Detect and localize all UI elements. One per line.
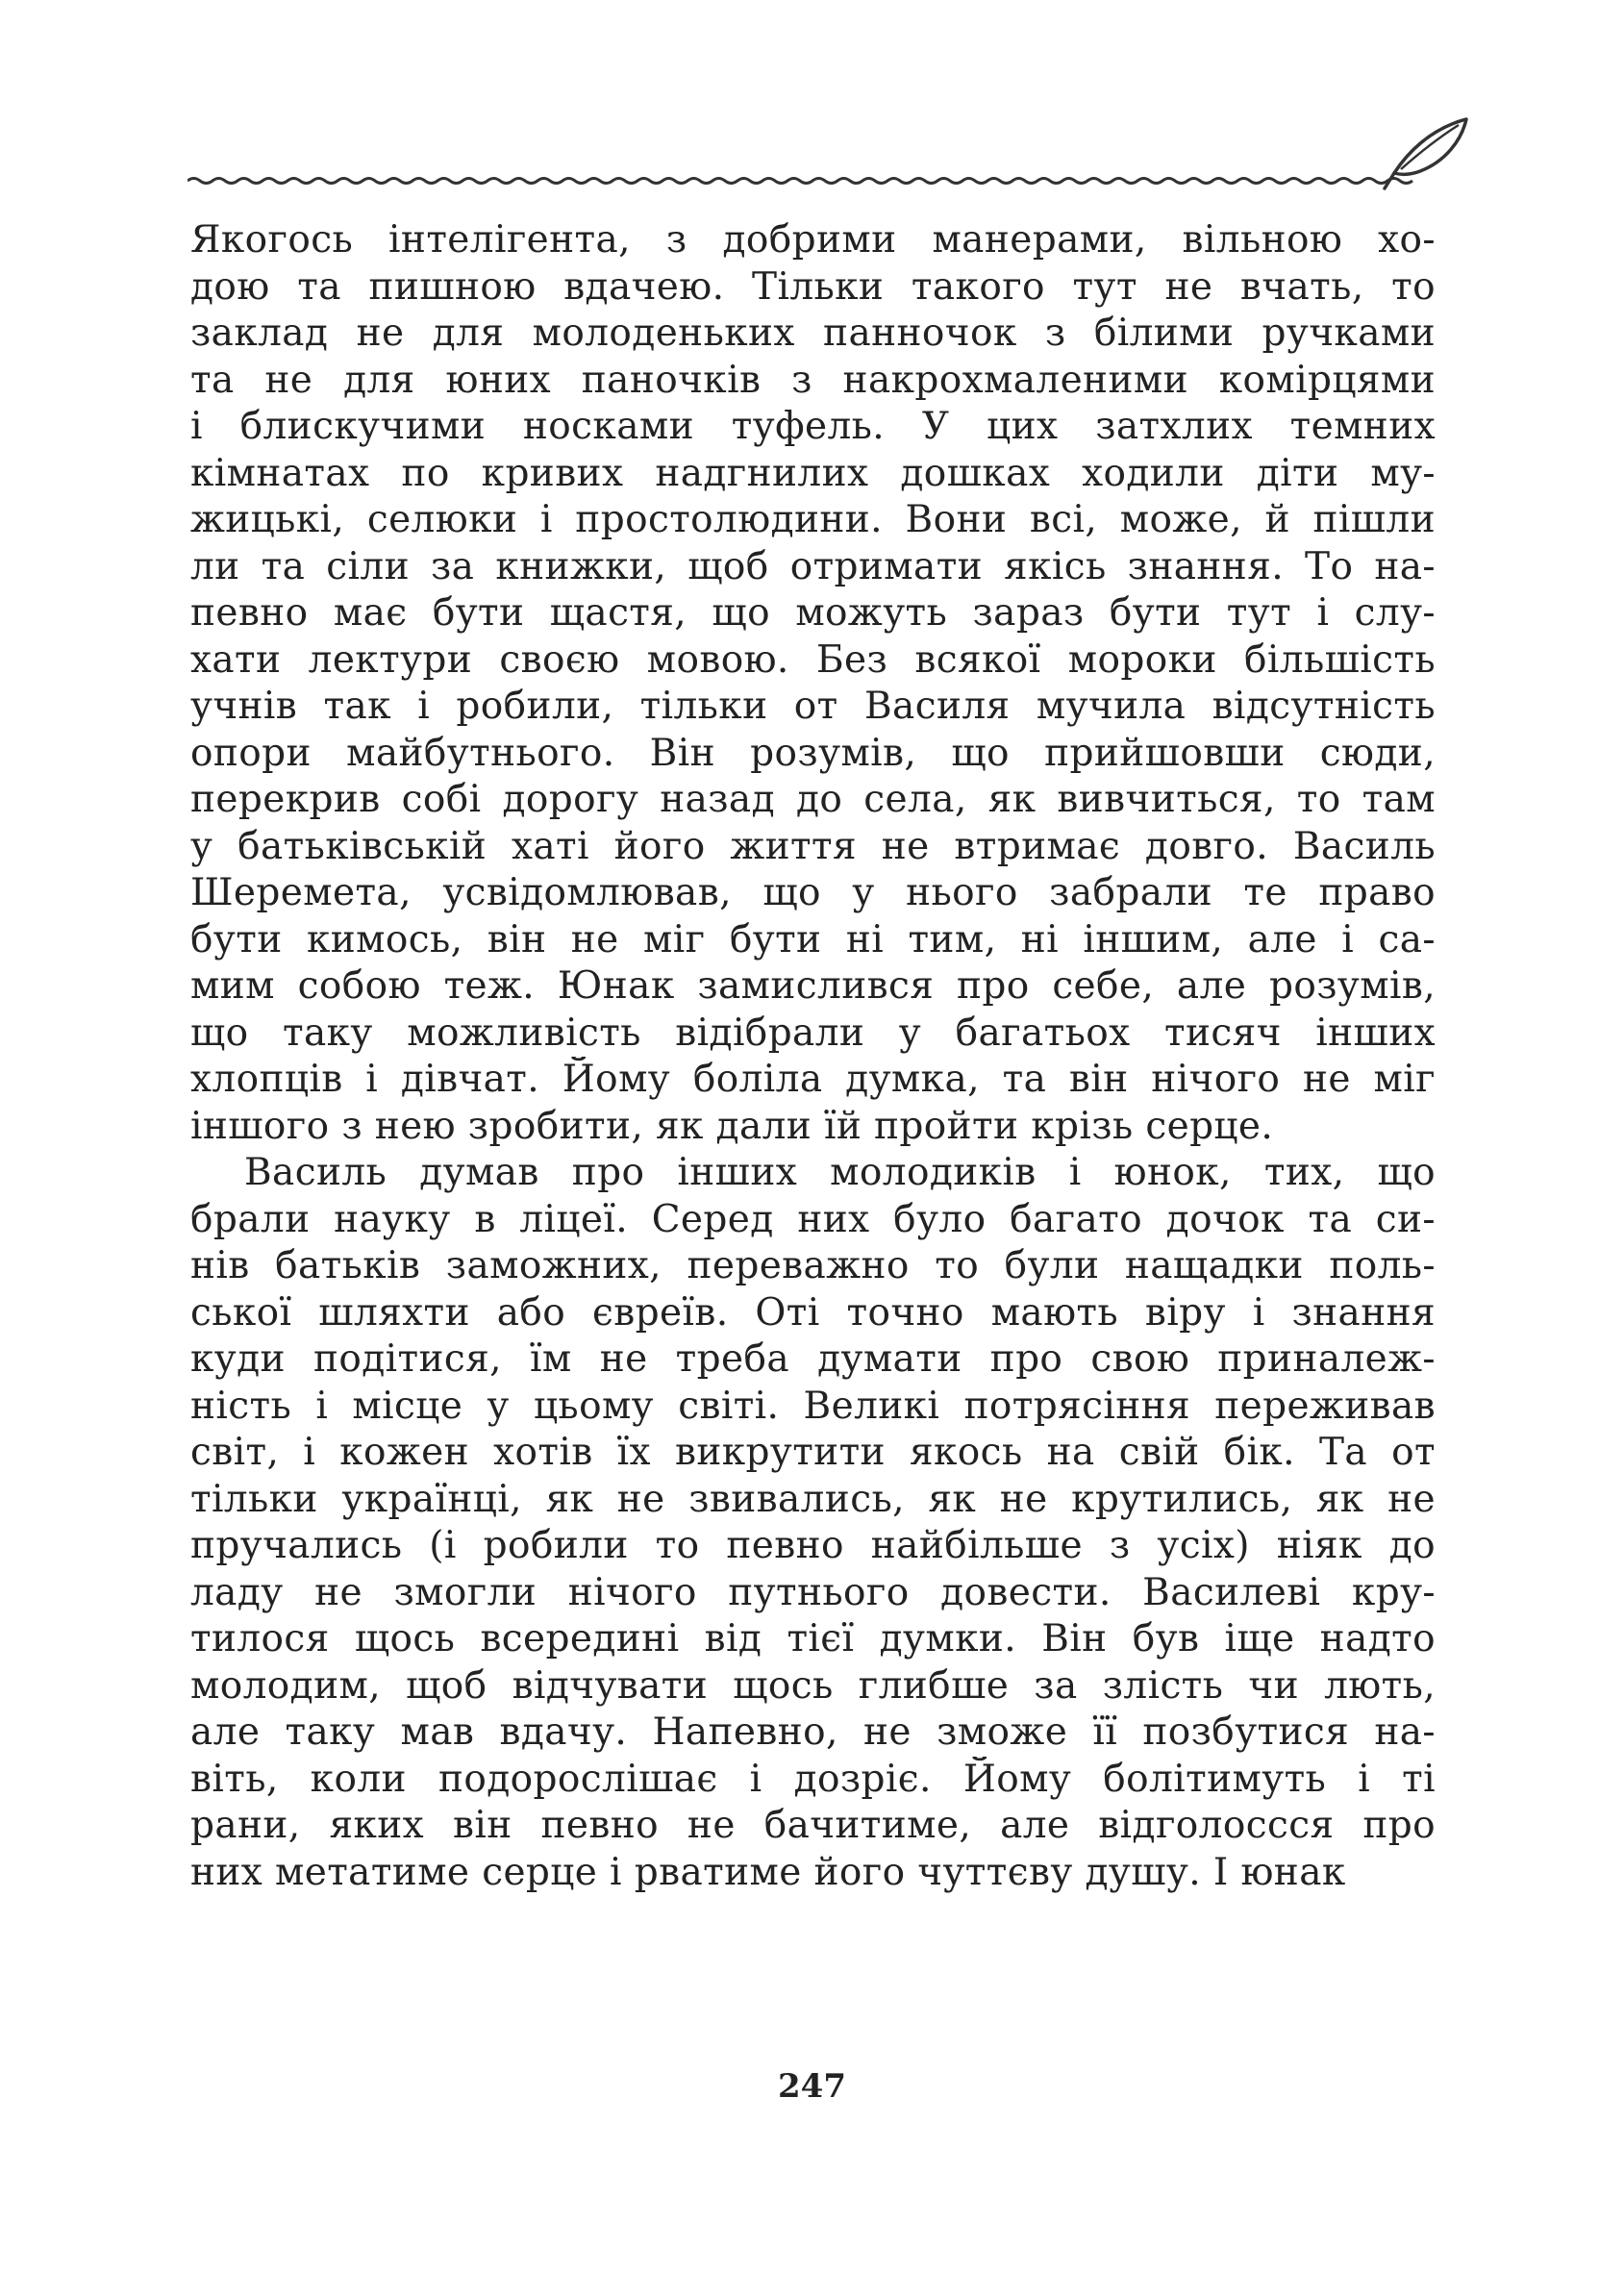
text-line: них метатиме серце і рватиме його чуттєву душу. І юнак xyxy=(190,1850,1346,1894)
text-line: кімнатах по кривих надгнилих дошках ходили діти му- xyxy=(190,451,1436,495)
text-line: дою та пишною вдачею. Тільки такого тут не вчать, то xyxy=(190,264,1436,309)
header-ornament xyxy=(187,115,1481,202)
text-line: хати лектури своєю мовою. Без всякої мороки більшість xyxy=(190,637,1436,682)
text-line: що таку можливість відібрали у багатьох тисяч інших xyxy=(190,1011,1436,1055)
text-line: ли та сіли за книжки, щоб отримати якісь знання. То на- xyxy=(190,544,1436,588)
text-line: брали науку в ліцеї. Серед них було багато дочок та си- xyxy=(190,1197,1436,1241)
text-line: бути кимось, він не міг бути ні тим, ні іншим, але і са- xyxy=(190,917,1436,961)
main-text xyxy=(190,217,1436,1896)
text-line: світ, і кожен хотів їх викрутити якось на свій бік. Та от xyxy=(190,1431,1436,1474)
text-line: ладу не змогли нічого путнього довести. Василеві кру- xyxy=(190,1570,1436,1614)
text-line: іншого з нею зробити, як дали їй пройти крізь серце. xyxy=(190,1104,1274,1148)
page-number: 247 xyxy=(778,2067,846,2106)
text-line: рани, яких він певно не бачитиме, але відголоссся про xyxy=(190,1804,1436,1847)
text-line: Василь думав про інших молодиків і юнок, тих, що xyxy=(244,1151,1436,1194)
text-line: Шеремета, усвідомлював, що у нього забрали те право xyxy=(190,871,1436,914)
text-line: мим собою теж. Юнак замислився про себе, але розумів, xyxy=(190,964,1436,1008)
text-line: у батьківській хаті його життя не втримає довго. Василь xyxy=(190,824,1436,868)
text-line: і блискучими носками туфель. У цих затхлих темних xyxy=(190,405,1436,448)
text-line: ської шляхти або євреїв. Оті точно мають віру і знання xyxy=(190,1290,1436,1335)
text-line: молодим, щоб відчувати щось глибше за злість чи лють, xyxy=(190,1663,1436,1708)
text-line: пручались (і робили то певно найбільше з усіх) ніяк до xyxy=(190,1524,1436,1567)
text-line: Якогось інтелігента, з добрими манерами, вільною хо- xyxy=(190,218,1436,262)
text-line: та не для юних паночків з накрохмаленими комірцями xyxy=(190,358,1436,402)
wavy-line-divider xyxy=(187,179,1412,184)
text-line: тільки українці, як не звивались, як не крутились, як не xyxy=(190,1477,1436,1521)
text-line: опори майбутнього. Він розумів, що прийшовши сюди, xyxy=(190,731,1436,775)
text-line: заклад не для молоденьких панночок з білими ручками xyxy=(190,312,1436,355)
text-line: жицькі, селюки і простолюдини. Вони всі, може, й пішли xyxy=(190,498,1436,541)
text-line: але таку мав вдачу. Напевно, не зможе її позбутися на- xyxy=(190,1710,1436,1754)
text-line: учнів так і робили, тільки от Василя мучила відсутність xyxy=(190,685,1436,728)
text-line: хлопців і дівчат. Йому боліла думка, та він нічого не міг xyxy=(190,1058,1436,1101)
text-line: куди подітися, їм не треба думати про свою приналеж- xyxy=(190,1337,1436,1381)
text-line: певно має бути щастя, що можуть зараз бути тут і слу- xyxy=(190,591,1436,635)
text-line: тилося щось всередині від тієї думки. Він був іще надто xyxy=(190,1617,1436,1660)
text-line: віть, коли подорослішає і дозріє. Йому болітимуть і ті xyxy=(190,1757,1436,1801)
text-line: нів батьків заможних, переважно то були нащадки поль- xyxy=(190,1244,1436,1287)
text-line: перекрив собі дорогу назад до села, як вивчиться, то там xyxy=(190,778,1436,821)
text-line: ність і місце у цьому світі. Великі потрясіння переживав xyxy=(190,1384,1436,1428)
